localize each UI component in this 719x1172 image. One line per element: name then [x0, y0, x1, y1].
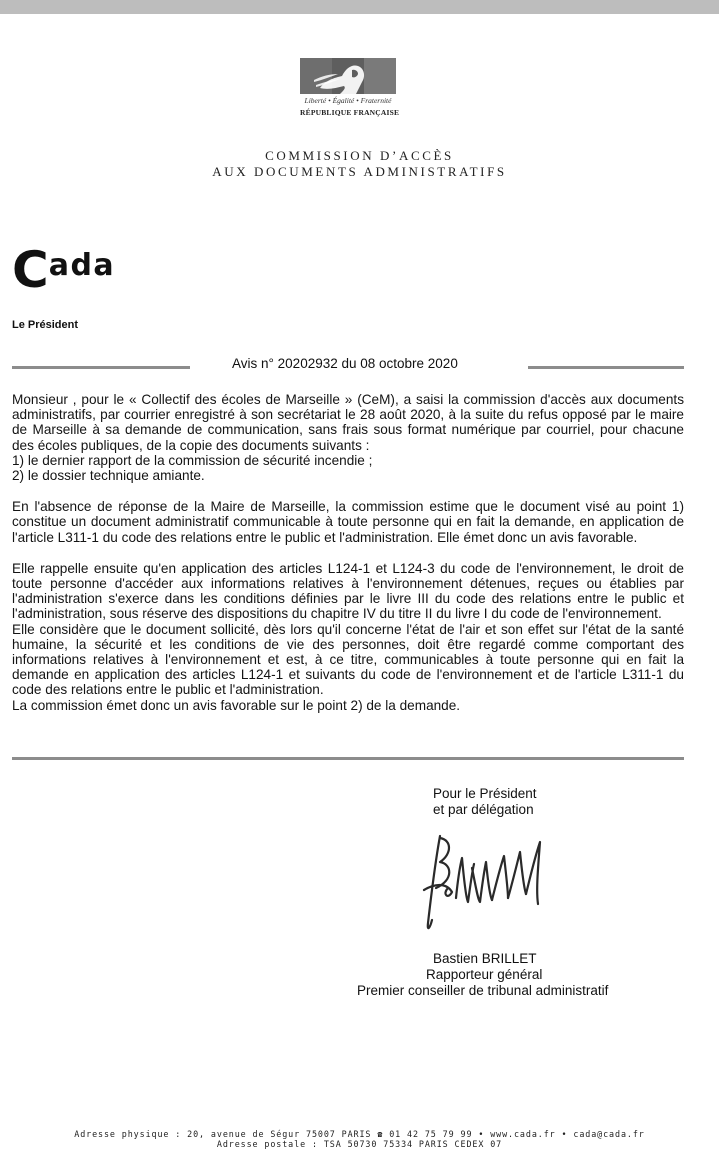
body-paragraph-2: En l'absence de réponse de la Maire de Marseille, la commission estime que le document visé au point 1) constitue un document administratif communicable à toute personne qui en fait la demande, en application de l'article L311-1 du code des relations entre le public et l'administration. Elle émet donc un avis favorable. — [12, 499, 684, 545]
body-paragraph-3: Elle rappelle ensuite qu'en application des articles L124-1 et L124-3 du code de l'environnement, le droit de toute personne d'accéder aux informations relatives à l'environnement détenues, reçues ou établies par l'administration s'exerce dans les conditions définies par le livre III du code des relations entre le public et l'administration, sous réserve des dispositions du chapitre IV du titre II du livre I du code de l'environnement. — [12, 560, 684, 622]
footer-address-physical: Adresse physique : 20, avenue de Ségur 75007 PARIS ☎ 01 42 75 79 99 • www.cada.fr • cada@cada.fr — [74, 1129, 645, 1139]
footer-address-postal: Adresse postale : TSA 50730 75334 PARIS CEDEX 07 — [216, 1139, 503, 1149]
body-list-item-1: 1) le dernier rapport de la commission de sécurité incendie ; — [12, 452, 373, 468]
republique-francaise-text: RÉPUBLIQUE FRANÇAISE — [300, 108, 400, 117]
marianne-logo — [300, 58, 400, 122]
commission-title-line2: AUX DOCUMENTS ADMINISTRATIFS — [212, 164, 507, 179]
title-rule-left — [12, 366, 190, 369]
cada-logo — [12, 241, 116, 299]
top-gray-band — [0, 0, 719, 14]
body-paragraph-5: La commission émet donc un avis favorable sur le point 2) de la demande. — [12, 697, 461, 713]
body-paragraph-1: Monsieur , pour le « Collectif des écoles de Marseille » (CeM), a saisi la commission d'accès aux documents administratifs, par courrier enregistré à son secrétariat le 28 août 2020, à la suite du refus opposé par le maire de Marseille à sa demande de communication, sans frais sous format numérique par courriel, pour chacune des écoles publiques, de la copie des documents suivants : — [12, 392, 684, 453]
body-list-item-2: 2) le dossier technique amiante. — [12, 468, 205, 484]
avis-title: Avis n° 20202932 du 08 octobre 2020 — [232, 356, 458, 371]
president-label: Le Président — [12, 319, 79, 331]
handwritten-signature — [412, 828, 562, 948]
commission-title-line1: COMMISSION D’ACCÈS — [265, 148, 454, 163]
body-bottom-rule — [12, 757, 684, 760]
devise-text: Liberté • Égalité • Fraternité — [304, 96, 392, 105]
title-rule-right — [528, 366, 684, 369]
signature-line-1: Pour le Président — [433, 786, 537, 801]
marianne-emblem-icon — [300, 58, 396, 94]
body-paragraph-4: Elle considère que le document sollicité, dès lors qu'il concerne l'état de l'air et son effet sur l'état de la santé humaine, la sécurité et les conditions de vie des personnes, doit être regardé comme comportant des informations relatives à l'environnement et est, à ce titre, communicables à toute personne qui en fait la demande en application des articles L124-1 et suivants du code de l'environnement et de l'article L311-1 du code des relations entre le public et l'administration. — [12, 621, 684, 698]
signatory-title: Premier conseiller de tribunal administratif — [357, 983, 609, 998]
cada-logo-initial: C — [12, 241, 49, 299]
avis-body — [12, 392, 684, 713]
signature-line-2: et par délégation — [433, 802, 534, 817]
signatory-role: Rapporteur général — [426, 967, 543, 982]
signatory-name: Bastien BRILLET — [433, 951, 537, 966]
cada-logo-rest: ada — [48, 248, 116, 283]
